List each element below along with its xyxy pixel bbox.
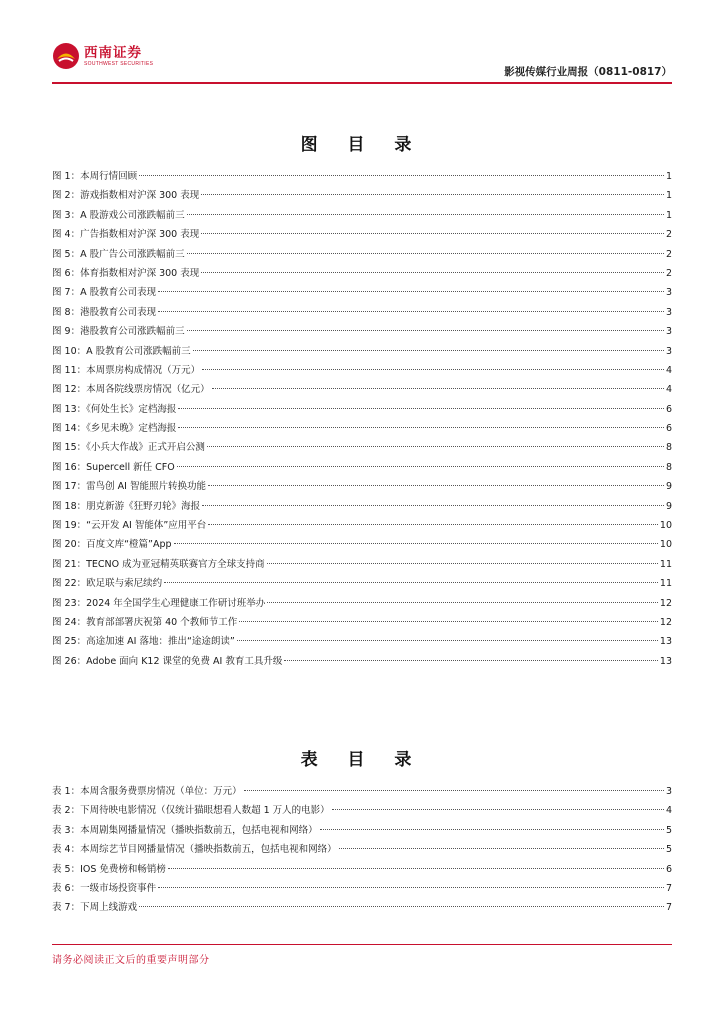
toc-entry-label: 图 21：TECNO 成为亚冠精英联赛官方全球支持商: [52, 558, 265, 570]
dot-leader: [187, 214, 664, 215]
dot-leader: [208, 524, 658, 525]
figure-toc-entry[interactable]: [52, 167, 672, 186]
dot-leader: [201, 272, 664, 273]
toc-entry-page-number: 4: [665, 805, 672, 817]
toc-entry-page-number: 2: [665, 248, 672, 260]
toc-entry-label: 图 25：高途加速 AI 落地：推出“途途朗读”: [52, 636, 235, 648]
toc-entry-page-number: 1: [665, 209, 672, 221]
table-list: [52, 782, 672, 918]
toc-entry-label: 图 15：《小兵大作战》正式开启公测: [52, 442, 205, 454]
dot-leader: [244, 790, 664, 791]
figure-toc-entry[interactable]: [52, 535, 672, 554]
toc-entry-label: 图 20：百度文库“橙篇”App: [52, 539, 172, 551]
figure-toc-entry[interactable]: [52, 458, 672, 477]
toc-entry-page-number: 8: [665, 442, 672, 454]
dot-leader: [208, 485, 664, 486]
figure-toc-entry[interactable]: [52, 419, 672, 438]
toc-entry-label: 表 5：IOS 免费榜和畅销榜: [52, 863, 166, 875]
logo-chinese-name: 西南证券: [84, 44, 142, 61]
dot-leader: [158, 291, 664, 292]
figure-toc-entry[interactable]: [52, 380, 672, 399]
figure-toc-entry[interactable]: [52, 400, 672, 419]
dot-leader: [284, 660, 658, 661]
dot-leader: [202, 369, 664, 370]
figure-toc-entry[interactable]: [52, 322, 672, 341]
toc-entry-label: 图 23：2024 年全国学生心理健康工作研讨班举办: [52, 597, 266, 609]
toc-entry-page-number: 8: [665, 461, 672, 473]
figure-toc-entry[interactable]: [52, 264, 672, 283]
dot-leader: [139, 906, 664, 907]
dot-leader: [267, 563, 658, 564]
figure-list: [52, 167, 672, 671]
table-toc-entry[interactable]: [52, 860, 672, 879]
toc-entry-page-number: 3: [665, 326, 672, 338]
toc-entry-page-number: 4: [665, 384, 672, 396]
dot-leader: [201, 194, 664, 195]
toc-entry-page-number: 13: [659, 655, 672, 667]
toc-entry-label: 图 4：广告指数相对沪深 300 表现: [52, 229, 200, 241]
figure-toc-entry[interactable]: [52, 361, 672, 380]
figure-toc-entry[interactable]: [52, 186, 672, 205]
toc-entry-page-number: 11: [659, 578, 672, 590]
toc-entry-page-number: 11: [659, 558, 672, 570]
dot-leader: [158, 887, 664, 888]
toc-entry-page-number: 3: [665, 786, 672, 797]
company-logo: [52, 42, 153, 70]
dot-leader: [158, 311, 664, 312]
toc-entry-label: 图 16：Supercell 新任 CFO: [52, 461, 175, 473]
dot-leader: [202, 505, 664, 506]
toc-entry-label: 图 2：游戏指数相对沪深 300 表现: [52, 190, 200, 202]
table-toc-entry[interactable]: [52, 801, 672, 820]
toc-entry-label: 图 1：本周行情回顾: [52, 171, 138, 182]
figure-toc-entry[interactable]: [52, 225, 672, 244]
figure-toc-entry[interactable]: [52, 245, 672, 264]
figure-toc-entry[interactable]: [52, 497, 672, 516]
dot-leader: [177, 466, 664, 467]
toc-entry-page-number: 5: [665, 844, 672, 856]
dot-leader: [178, 427, 664, 428]
toc-entry-page-number: 6: [665, 423, 672, 435]
toc-entry-label: 表 7：下周上线游戏: [52, 902, 138, 914]
table-toc-entry[interactable]: [52, 898, 672, 917]
toc-entry-label: 图 5：A 股广告公司涨跌幅前三: [52, 248, 185, 260]
toc-entry-page-number: 10: [659, 520, 672, 532]
toc-entry-label: 表 6：一级市场投资事件: [52, 882, 157, 894]
table-toc-entry[interactable]: [52, 782, 672, 801]
toc-entry-label: 图 26：Adobe 面向 K12 课堂的免费 AI 教育工具升级: [52, 655, 283, 667]
toc-entry-label: 图 12：本周各院线票房情况（亿元）: [52, 384, 210, 396]
figure-list-title: 图 目 录: [300, 135, 424, 155]
toc-entry-label: 表 2：下周待映电影情况（仅统计猫眼想看人数超 1 万人的电影）: [52, 805, 330, 817]
toc-entry-page-number: 10: [659, 539, 672, 551]
southwest-securities-logo-icon: [52, 42, 80, 70]
toc-entry-page-number: 9: [665, 481, 672, 493]
toc-entry-label: 图 3：A 股游戏公司涨跌幅前三: [52, 209, 185, 221]
toc-entry-label: 图 10：A 股教育公司涨跌幅前三: [52, 345, 191, 357]
toc-entry-label: 图 11：本周票房构成情况（万元）: [52, 364, 201, 376]
figure-toc-entry[interactable]: [52, 574, 672, 593]
dot-leader: [212, 388, 664, 389]
figure-toc-entry[interactable]: [52, 652, 672, 671]
toc-entry-label: 图 17：雷鸟创 AI 智能照片转换功能: [52, 481, 206, 493]
toc-entry-page-number: 3: [665, 306, 672, 318]
toc-entry-page-number: 5: [665, 824, 672, 836]
toc-entry-label: 表 3：本周剧集网播量情况（播映指数前五，包括电视和网络）: [52, 824, 318, 836]
toc-entry-page-number: 12: [659, 597, 672, 609]
dot-leader: [193, 350, 664, 351]
figure-toc-entry[interactable]: [52, 342, 672, 361]
figure-toc-entry[interactable]: [52, 283, 672, 302]
figure-toc-entry[interactable]: [52, 438, 672, 457]
dot-leader: [207, 446, 664, 447]
toc-entry-label: 表 4：本周综艺节目网播量情况（播映指数前五，包括电视和网络）: [52, 844, 337, 856]
figure-toc-entry[interactable]: [52, 516, 672, 535]
logo-english-name: SOUTHWEST SECURITIES: [84, 60, 154, 67]
dot-leader: [174, 543, 658, 544]
toc-entry-label: 图 9：港股教育公司涨跌幅前三: [52, 326, 185, 338]
dot-leader: [267, 602, 658, 603]
toc-entry-page-number: 12: [659, 616, 672, 628]
toc-entry-label: 图 13：《何处生长》定档海报: [52, 403, 177, 415]
toc-entry-page-number: 1: [665, 190, 672, 202]
toc-entry-label: 图 6：体育指数相对沪深 300 表现: [52, 267, 200, 279]
figure-toc-entry[interactable]: [52, 632, 672, 651]
dot-leader: [187, 330, 664, 331]
dot-leader: [187, 253, 664, 254]
page-header: [52, 38, 672, 86]
table-toc-entry[interactable]: [52, 840, 672, 859]
toc-entry-page-number: 2: [665, 267, 672, 279]
toc-entry-page-number: 4: [665, 364, 672, 376]
toc-entry-page-number: 1: [665, 171, 672, 182]
footer-divider: [52, 944, 672, 945]
figure-toc-entry[interactable]: [52, 477, 672, 496]
dot-leader: [164, 582, 658, 583]
toc-entry-page-number: 7: [665, 902, 672, 914]
figure-toc-entry[interactable]: [52, 303, 672, 322]
dot-leader: [332, 809, 664, 810]
dot-leader: [237, 640, 658, 641]
figure-toc-entry[interactable]: [52, 613, 672, 632]
toc-entry-page-number: 6: [665, 403, 672, 415]
table-list-title: 表 目 录: [300, 750, 424, 770]
table-toc-entry[interactable]: [52, 821, 672, 840]
figure-toc-entry[interactable]: [52, 594, 672, 613]
toc-entry-page-number: 9: [665, 500, 672, 512]
toc-entry-label: 图 8：港股教育公司表现: [52, 306, 157, 318]
toc-entry-label: 表 1：本周含服务费票房情况（单位：万元）: [52, 786, 242, 797]
toc-entry-label: 图 7：A 股教育公司表现: [52, 287, 157, 299]
report-title: 影视传媒行业周报（0811-0817）: [504, 66, 672, 78]
toc-entry-label: 图 24：教育部部署庆祝第 40 个教师节工作: [52, 616, 238, 628]
footer-disclaimer: 请务必阅读正文后的重要声明部分: [52, 955, 210, 966]
dot-leader: [178, 408, 664, 409]
toc-entry-page-number: 3: [665, 345, 672, 357]
dot-leader: [339, 848, 664, 849]
toc-entry-page-number: 7: [665, 882, 672, 894]
toc-entry-page-number: 6: [665, 863, 672, 875]
figure-toc-entry[interactable]: [52, 555, 672, 574]
dot-leader: [139, 175, 664, 176]
toc-entry-label: 图 14：《乡见未晚》定档海报: [52, 423, 177, 435]
dot-leader: [239, 621, 658, 622]
dot-leader: [168, 868, 664, 869]
toc-entry-label: 图 18：朋克新游《狂野刃轮》海报: [52, 500, 201, 512]
toc-entry-page-number: 13: [659, 636, 672, 648]
figure-toc-entry[interactable]: [52, 206, 672, 225]
toc-entry-label: 图 19：“云开发 AI 智能体”应用平台: [52, 520, 207, 532]
toc-entry-page-number: 3: [665, 287, 672, 299]
dot-leader: [201, 233, 664, 234]
dot-leader: [320, 829, 664, 830]
header-divider: [52, 82, 672, 84]
toc-entry-page-number: 2: [665, 229, 672, 241]
toc-entry-label: 图 22：欧足联与索尼续约: [52, 578, 163, 590]
table-toc-entry[interactable]: [52, 879, 672, 898]
